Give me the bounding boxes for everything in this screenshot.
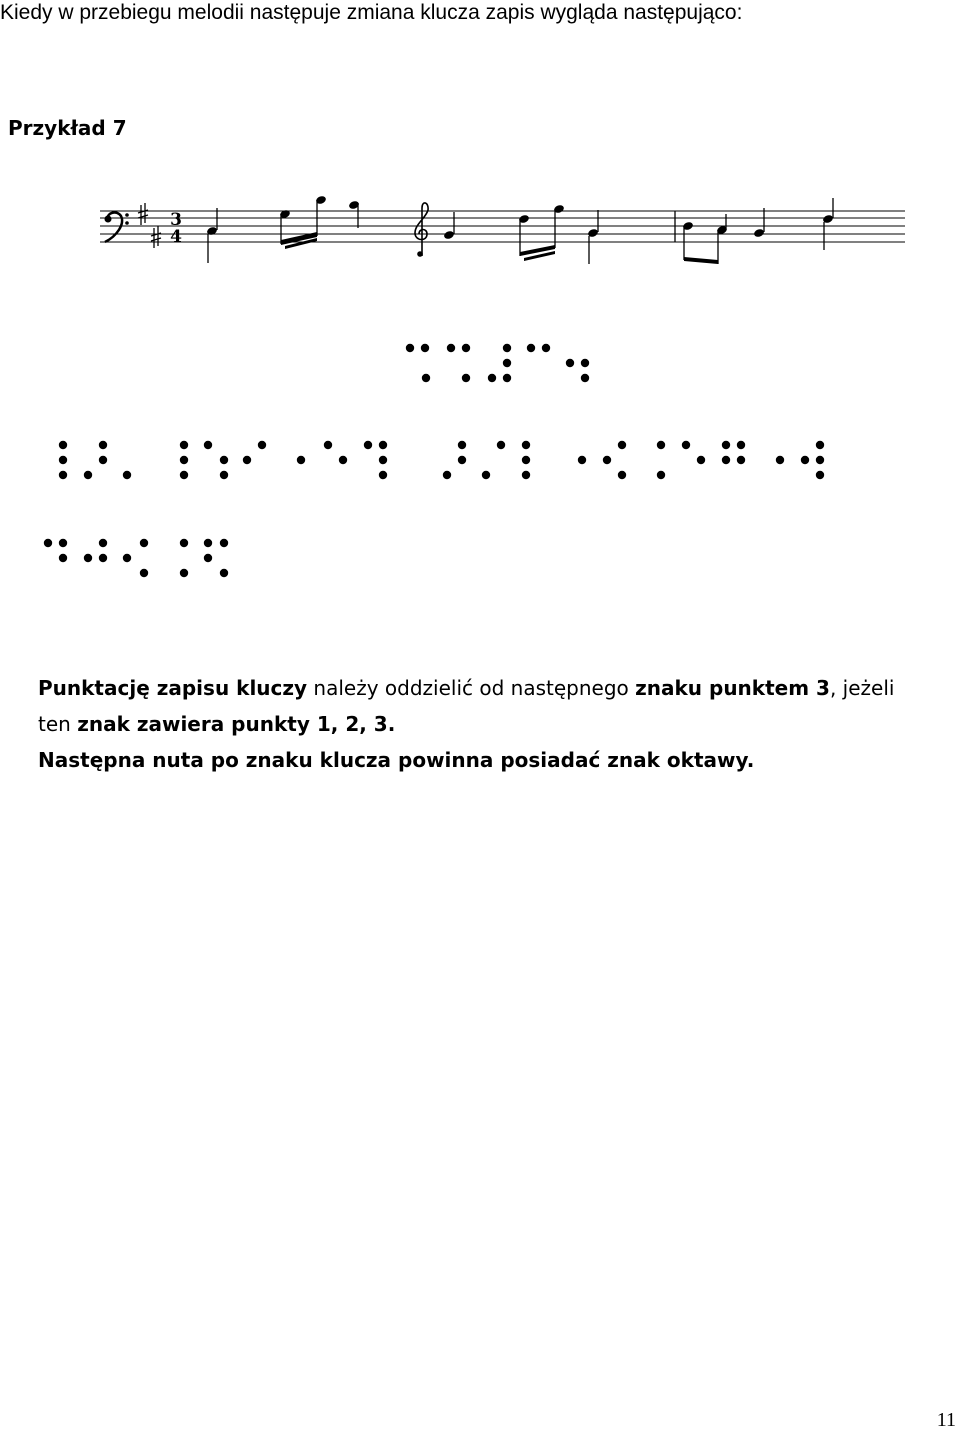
time-signature-top: 3 xyxy=(170,210,182,230)
eighth-notes-beamed xyxy=(279,195,327,249)
time-signature-bottom: 4 xyxy=(170,227,182,247)
rule-bold-text: Punktację zapisu kluczy xyxy=(38,676,308,700)
rule-text: , jeżeli xyxy=(829,676,895,700)
quarter-note xyxy=(348,200,360,228)
rule-text: ten xyxy=(38,712,78,736)
intro-text: Kiedy w przebiegu melodii następuje zmiana klucza zapis wygląda następująco: xyxy=(0,1,743,24)
rule-bold-text: znaku punktem 3 xyxy=(635,676,830,700)
eighth-notes-beamed xyxy=(518,204,565,261)
rule-bold-text: znak zawiera punkty 1, 2, 3. xyxy=(77,712,396,736)
music-score xyxy=(95,188,910,268)
rule-text: należy oddzielić od następnego xyxy=(307,676,636,700)
rule-line-3 xyxy=(38,739,938,781)
braille-line-3 xyxy=(44,539,228,577)
braille-transcription xyxy=(0,330,960,590)
sharp-icon xyxy=(151,226,161,248)
braille-line-1 xyxy=(406,344,589,382)
rule-bold-text: Następna nuta po znaku klucza powinna posiadać znak oktawy. xyxy=(38,748,755,772)
page-number: 11 xyxy=(936,1409,956,1431)
sharp-icon xyxy=(138,203,148,225)
braille-line-2 xyxy=(59,441,824,479)
staff-lines xyxy=(100,211,905,242)
rules-text xyxy=(38,667,938,781)
eighth-notes-beamed xyxy=(682,214,728,264)
bass-clef-icon xyxy=(105,213,129,242)
quarter-note xyxy=(753,208,765,238)
quarter-note xyxy=(206,208,218,263)
example-title: Przykład 7 xyxy=(8,116,127,140)
